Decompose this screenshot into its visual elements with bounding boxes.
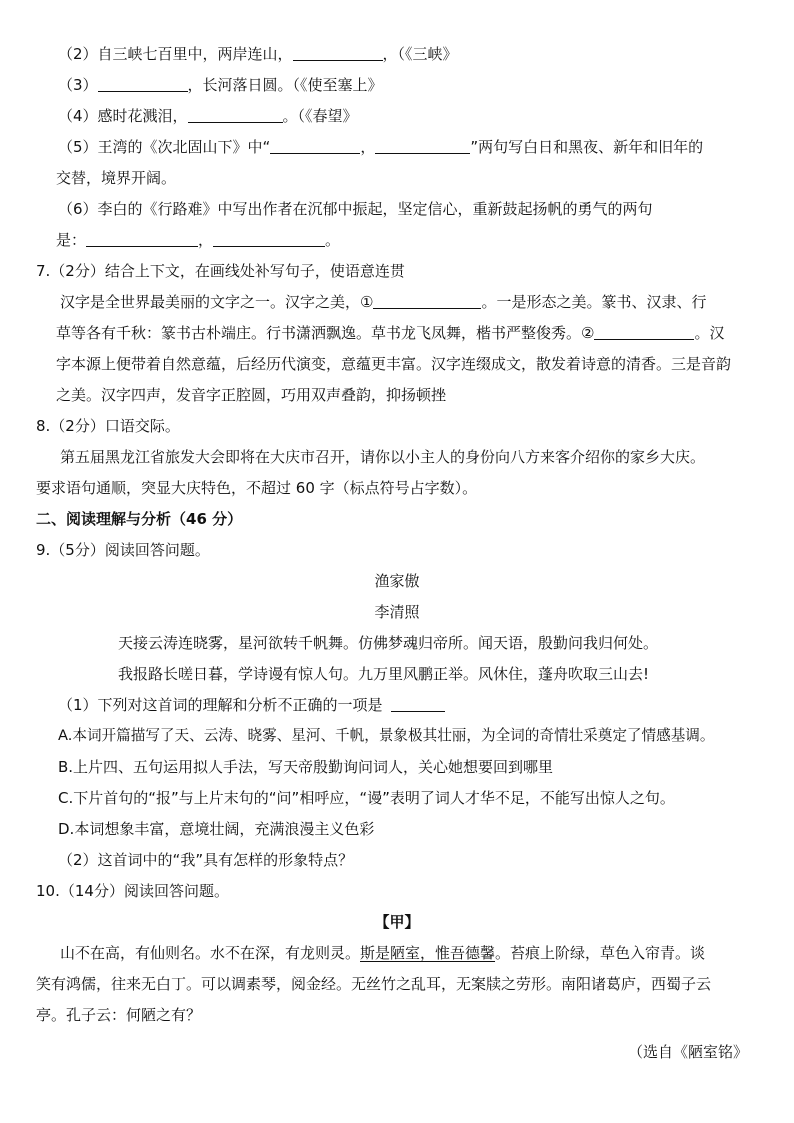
- section-heading: 二、阅读理解与分析（46 分）: [36, 510, 243, 528]
- q9-sub2: （2）这首词中的“我”具有怎样的形象特点？: [58, 851, 354, 869]
- poem-title: 渔家傲: [374, 572, 420, 590]
- answer-blank[interactable]: [373, 292, 481, 309]
- poem-author: 李清照: [374, 603, 420, 621]
- circled-number-2: ②: [581, 324, 595, 342]
- option-d: D.本词想象丰富，意境壮阔，充满浪漫主义色彩: [58, 820, 375, 838]
- q8-heading: 8.（2分）口语交际。: [36, 417, 180, 435]
- passage-line3: 亭。孔子云：何陋之有？: [36, 1006, 202, 1024]
- poem-line-1: 天接云涛连晓雾，星河欲转千帆舞。仿佛梦魂归帝所。闻天语，殷勤问我归何处。: [118, 634, 659, 652]
- q6-item-4: （4）感时花溅泪， 。（《春望》: [58, 107, 358, 125]
- underlined-sentence: 斯是陋室，惟吾德馨: [360, 944, 496, 962]
- q6-item-3: （3） ，长河落日圆。（《使至塞上》: [58, 76, 383, 94]
- q7-text-line4: 之美。汉字四声，发音字正腔圆，巧用双声叠韵，抑扬顿挫: [56, 386, 447, 404]
- q9-sub1: （1）下列对这首词的理解和分析不正确的一项是: [58, 694, 445, 716]
- q8-text-line1: 第五届黑龙江省旅发大会即将在大庆市召开，请你以小主人的身份向八方来客介绍你的家乡大庆。: [60, 448, 706, 466]
- option-b: B.上片四、五句运用拟人手法，写天帝殷勤询问词人，关心她想要回到哪里: [58, 758, 554, 776]
- q7-text-line3: 字本源上便带着自然意蕴，后经历代演变，意蕴更丰富。汉字连缀成文，散发着诗意的清香。三是音韵: [56, 355, 732, 373]
- circled-number-1: ①: [360, 293, 374, 311]
- passage-line2: 笑有鸿儒，往来无白丁。可以调素琴，阅金经。无丝竹之乱耳，无案牍之劳形。南阳诸葛庐，西蜀子云: [36, 975, 712, 993]
- passage-line1: 山不在高，有仙则名。水不在深，有龙则灵。斯是陋室，惟吾德馨。苔痕上阶绿，草色入帘青。谈: [60, 944, 706, 962]
- answer-blank[interactable]: [293, 44, 383, 61]
- q6-item-2: （2）自三峡七百里中，两岸连山， ，（《三峡》: [58, 45, 458, 63]
- q7-text-line1: 汉字是全世界最美丽的文字之一。汉字之美，① 。一是形态之美。篆书、汉隶、行: [60, 293, 707, 311]
- q6-item-5: （5）王湾的《次北固山下》中“ ， ”两句写白日和黑夜、新年和旧年的: [58, 138, 704, 156]
- answer-blank[interactable]: [594, 323, 694, 340]
- q6-item-6: （6）李白的《行路难》中写出作者在沉郁中振起，坚定信心，重新鼓起扬帆的勇气的两句: [58, 200, 653, 218]
- answer-blank[interactable]: [98, 75, 188, 92]
- answer-blank[interactable]: [188, 106, 283, 123]
- answer-blank[interactable]: [86, 230, 198, 247]
- answer-blank[interactable]: [391, 695, 445, 712]
- answer-blank[interactable]: [375, 137, 470, 154]
- option-a: A.本词开篇描写了天、云涛、晓雾、星河、千帆，景象极其壮丽，为全词的奇情壮采奠定了情感基调。: [58, 727, 715, 744]
- q7-heading: 7.（2分）结合上下文，在画线处补写句子，使语意连贯: [36, 262, 405, 280]
- answer-blank[interactable]: [270, 137, 360, 154]
- poem-line-2: 我报路长嗟日暮，学诗谩有惊人句。九万里风鹏正举。风休住，蓬舟吹取三山去!: [118, 665, 650, 683]
- passage-source: （选自《陋室铭》: [628, 1043, 749, 1061]
- q10-heading: 10.（14分）阅读回答问题。: [36, 882, 229, 900]
- q6-item-5-cont: 交替，境界开阔。: [56, 169, 177, 187]
- answer-blank[interactable]: [213, 230, 325, 247]
- passage-label: 【甲】: [374, 913, 420, 931]
- q9-heading: 9.（5分）阅读回答问题。: [36, 541, 210, 559]
- q8-text-line2: 要求语句通顺，突显大庆特色，不超过 60 字（标点符号占字数）。: [36, 479, 478, 497]
- option-c: C.下片首句的“报”与上片末句的“问”相呼应，“谩”表明了词人才华不足，不能写出惊人之句。: [58, 789, 675, 807]
- q6-item-6-cont: 是： ， 。: [56, 231, 341, 249]
- q7-text-line2: 草等各有千秋：篆书古朴端庄。行书潇洒飘逸。草书龙飞凤舞，楷书严整俊秀。② 。汉: [56, 324, 725, 342]
